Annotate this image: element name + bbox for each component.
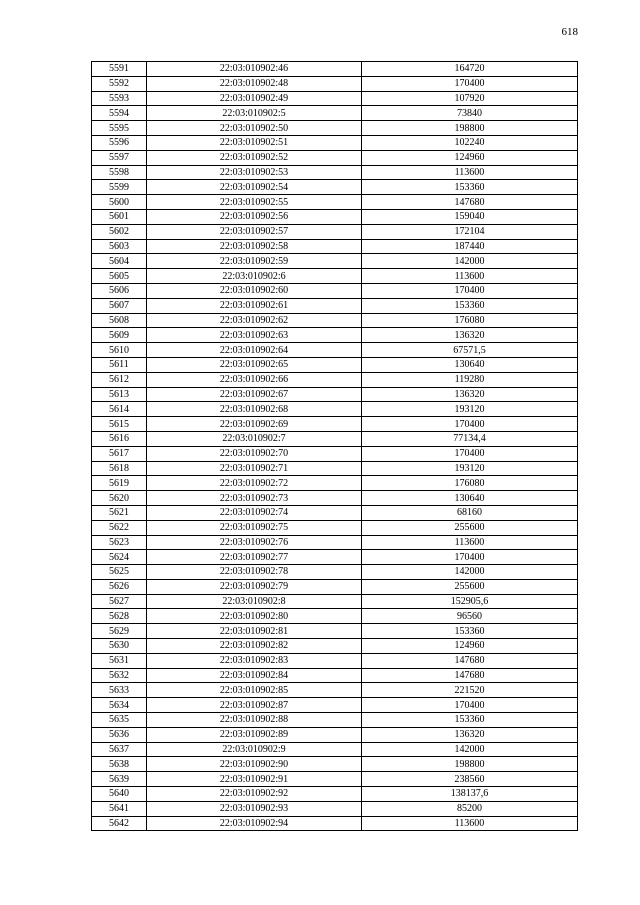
table-row <box>92 402 578 417</box>
value-cell: 198800 <box>362 121 578 136</box>
page-number: 618 <box>561 26 578 38</box>
value-cell: 153360 <box>362 624 578 639</box>
row-number-cell: 5623 <box>92 535 147 550</box>
cadastral-number-cell: 22:03:010902:56 <box>147 209 362 224</box>
table-row <box>92 313 578 328</box>
value-cell: 142000 <box>362 565 578 580</box>
table-row <box>92 609 578 624</box>
row-number-cell: 5607 <box>92 298 147 313</box>
cadastral-number-cell: 22:03:010902:81 <box>147 624 362 639</box>
row-number-cell: 5597 <box>92 150 147 165</box>
row-number-cell: 5641 <box>92 801 147 816</box>
row-number-cell: 5625 <box>92 565 147 580</box>
cadastral-number-cell: 22:03:010902:85 <box>147 683 362 698</box>
table-row <box>92 698 578 713</box>
row-number-cell: 5628 <box>92 609 147 624</box>
cadastral-number-cell: 22:03:010902:57 <box>147 224 362 239</box>
value-cell: 147680 <box>362 668 578 683</box>
cadastral-number-cell: 22:03:010902:53 <box>147 165 362 180</box>
value-cell: 124960 <box>362 639 578 654</box>
cadastral-number-cell: 22:03:010902:78 <box>147 565 362 580</box>
row-number-cell: 5606 <box>92 283 147 298</box>
row-number-cell: 5634 <box>92 698 147 713</box>
table-row <box>92 461 578 476</box>
cadastral-number-cell: 22:03:010902:87 <box>147 698 362 713</box>
cadastral-number-cell: 22:03:010902:62 <box>147 313 362 328</box>
table-row <box>92 491 578 506</box>
table-row <box>92 742 578 757</box>
cadastral-number-cell: 22:03:010902:5 <box>147 106 362 121</box>
cadastral-number-cell: 22:03:010902:80 <box>147 609 362 624</box>
value-cell: 113600 <box>362 165 578 180</box>
cadastral-number-cell: 22:03:010902:75 <box>147 520 362 535</box>
cadastral-number-cell: 22:03:010902:83 <box>147 653 362 668</box>
table-row <box>92 446 578 461</box>
value-cell: 136320 <box>362 387 578 402</box>
table-row <box>92 535 578 550</box>
cadastral-number-cell: 22:03:010902:91 <box>147 772 362 787</box>
cadastral-number-cell: 22:03:010902:61 <box>147 298 362 313</box>
value-cell: 170400 <box>362 698 578 713</box>
cadastral-number-cell: 22:03:010902:46 <box>147 62 362 77</box>
cadastral-number-cell: 22:03:010902:71 <box>147 461 362 476</box>
row-number-cell: 5598 <box>92 165 147 180</box>
value-cell: 176080 <box>362 476 578 491</box>
row-number-cell: 5617 <box>92 446 147 461</box>
cadastral-number-cell: 22:03:010902:59 <box>147 254 362 269</box>
registry-table <box>91 61 578 831</box>
row-number-cell: 5627 <box>92 594 147 609</box>
value-cell: 170400 <box>362 417 578 432</box>
table-row <box>92 579 578 594</box>
table-row <box>92 91 578 106</box>
cadastral-number-cell: 22:03:010902:7 <box>147 431 362 446</box>
row-number-cell: 5615 <box>92 417 147 432</box>
row-number-cell: 5601 <box>92 209 147 224</box>
table-row <box>92 787 578 802</box>
table-row <box>92 150 578 165</box>
table-row <box>92 772 578 787</box>
cadastral-number-cell: 22:03:010902:82 <box>147 639 362 654</box>
value-cell: 130640 <box>362 357 578 372</box>
cadastral-number-cell: 22:03:010902:66 <box>147 372 362 387</box>
value-cell: 102240 <box>362 135 578 150</box>
row-number-cell: 5638 <box>92 757 147 772</box>
value-cell: 136320 <box>362 328 578 343</box>
value-cell: 172104 <box>362 224 578 239</box>
table-row <box>92 121 578 136</box>
table-row <box>92 387 578 402</box>
value-cell: 164720 <box>362 62 578 77</box>
cadastral-number-cell: 22:03:010902:63 <box>147 328 362 343</box>
row-number-cell: 5591 <box>92 62 147 77</box>
row-number-cell: 5619 <box>92 476 147 491</box>
cadastral-number-cell: 22:03:010902:92 <box>147 787 362 802</box>
row-number-cell: 5642 <box>92 816 147 831</box>
table-row <box>92 62 578 77</box>
row-number-cell: 5640 <box>92 787 147 802</box>
value-cell: 193120 <box>362 461 578 476</box>
cadastral-number-cell: 22:03:010902:93 <box>147 801 362 816</box>
cadastral-number-cell: 22:03:010902:79 <box>147 579 362 594</box>
row-number-cell: 5603 <box>92 239 147 254</box>
row-number-cell: 5599 <box>92 180 147 195</box>
row-number-cell: 5602 <box>92 224 147 239</box>
row-number-cell: 5636 <box>92 727 147 742</box>
table-row <box>92 757 578 772</box>
value-cell: 136320 <box>362 727 578 742</box>
table-row <box>92 76 578 91</box>
value-cell: 198800 <box>362 757 578 772</box>
table-row <box>92 283 578 298</box>
cadastral-number-cell: 22:03:010902:65 <box>147 357 362 372</box>
cadastral-number-cell: 22:03:010902:68 <box>147 402 362 417</box>
cadastral-number-cell: 22:03:010902:54 <box>147 180 362 195</box>
value-cell: 96560 <box>362 609 578 624</box>
cadastral-number-cell: 22:03:010902:55 <box>147 195 362 210</box>
value-cell: 68160 <box>362 505 578 520</box>
cadastral-number-cell: 22:03:010902:8 <box>147 594 362 609</box>
row-number-cell: 5612 <box>92 372 147 387</box>
value-cell: 147680 <box>362 653 578 668</box>
row-number-cell: 5614 <box>92 402 147 417</box>
row-number-cell: 5626 <box>92 579 147 594</box>
cadastral-number-cell: 22:03:010902:64 <box>147 343 362 358</box>
table-row <box>92 594 578 609</box>
value-cell: 153360 <box>362 713 578 728</box>
table-row <box>92 801 578 816</box>
row-number-cell: 5613 <box>92 387 147 402</box>
value-cell: 238560 <box>362 772 578 787</box>
row-number-cell: 5632 <box>92 668 147 683</box>
table-row <box>92 357 578 372</box>
cadastral-number-cell: 22:03:010902:51 <box>147 135 362 150</box>
value-cell: 113600 <box>362 535 578 550</box>
value-cell: 113600 <box>362 816 578 831</box>
table-row <box>92 727 578 742</box>
row-number-cell: 5621 <box>92 505 147 520</box>
table-row <box>92 106 578 121</box>
cadastral-number-cell: 22:03:010902:88 <box>147 713 362 728</box>
value-cell: 193120 <box>362 402 578 417</box>
value-cell: 170400 <box>362 76 578 91</box>
table-row <box>92 269 578 284</box>
table-row <box>92 254 578 269</box>
value-cell: 221520 <box>362 683 578 698</box>
table-row <box>92 816 578 831</box>
row-number-cell: 5608 <box>92 313 147 328</box>
row-number-cell: 5635 <box>92 713 147 728</box>
table-row <box>92 476 578 491</box>
cadastral-number-cell: 22:03:010902:9 <box>147 742 362 757</box>
registry-table-body <box>92 62 578 831</box>
value-cell: 255600 <box>362 520 578 535</box>
row-number-cell: 5622 <box>92 520 147 535</box>
cadastral-number-cell: 22:03:010902:84 <box>147 668 362 683</box>
cadastral-number-cell: 22:03:010902:52 <box>147 150 362 165</box>
cadastral-number-cell: 22:03:010902:6 <box>147 269 362 284</box>
value-cell: 159040 <box>362 209 578 224</box>
table-row <box>92 343 578 358</box>
cadastral-number-cell: 22:03:010902:70 <box>147 446 362 461</box>
table-row <box>92 713 578 728</box>
row-number-cell: 5618 <box>92 461 147 476</box>
cadastral-number-cell: 22:03:010902:50 <box>147 121 362 136</box>
cadastral-number-cell: 22:03:010902:60 <box>147 283 362 298</box>
value-cell: 170400 <box>362 446 578 461</box>
table-row <box>92 195 578 210</box>
table-row <box>92 180 578 195</box>
table-row <box>92 298 578 313</box>
value-cell: 153360 <box>362 180 578 195</box>
value-cell: 138137,6 <box>362 787 578 802</box>
table-row <box>92 683 578 698</box>
value-cell: 153360 <box>362 298 578 313</box>
row-number-cell: 5629 <box>92 624 147 639</box>
value-cell: 170400 <box>362 283 578 298</box>
table-row <box>92 505 578 520</box>
row-number-cell: 5594 <box>92 106 147 121</box>
cadastral-number-cell: 22:03:010902:69 <box>147 417 362 432</box>
row-number-cell: 5630 <box>92 639 147 654</box>
table-row <box>92 372 578 387</box>
value-cell: 130640 <box>362 491 578 506</box>
table-row <box>92 417 578 432</box>
row-number-cell: 5611 <box>92 357 147 372</box>
value-cell: 255600 <box>362 579 578 594</box>
table-row <box>92 565 578 580</box>
row-number-cell: 5624 <box>92 550 147 565</box>
value-cell: 67571,5 <box>362 343 578 358</box>
row-number-cell: 5595 <box>92 121 147 136</box>
cadastral-number-cell: 22:03:010902:67 <box>147 387 362 402</box>
row-number-cell: 5593 <box>92 91 147 106</box>
value-cell: 107920 <box>362 91 578 106</box>
row-number-cell: 5616 <box>92 431 147 446</box>
value-cell: 85200 <box>362 801 578 816</box>
cadastral-number-cell: 22:03:010902:90 <box>147 757 362 772</box>
table-row <box>92 550 578 565</box>
row-number-cell: 5610 <box>92 343 147 358</box>
value-cell: 176080 <box>362 313 578 328</box>
table-row <box>92 668 578 683</box>
table-row <box>92 653 578 668</box>
cadastral-number-cell: 22:03:010902:94 <box>147 816 362 831</box>
value-cell: 77134,4 <box>362 431 578 446</box>
table-row <box>92 239 578 254</box>
value-cell: 119280 <box>362 372 578 387</box>
cadastral-number-cell: 22:03:010902:74 <box>147 505 362 520</box>
cadastral-number-cell: 22:03:010902:77 <box>147 550 362 565</box>
table-row <box>92 165 578 180</box>
table-row <box>92 135 578 150</box>
value-cell: 147680 <box>362 195 578 210</box>
cadastral-number-cell: 22:03:010902:49 <box>147 91 362 106</box>
value-cell: 73840 <box>362 106 578 121</box>
row-number-cell: 5592 <box>92 76 147 91</box>
row-number-cell: 5600 <box>92 195 147 210</box>
cadastral-number-cell: 22:03:010902:72 <box>147 476 362 491</box>
table-row <box>92 209 578 224</box>
row-number-cell: 5609 <box>92 328 147 343</box>
row-number-cell: 5620 <box>92 491 147 506</box>
row-number-cell: 5637 <box>92 742 147 757</box>
value-cell: 142000 <box>362 254 578 269</box>
cadastral-number-cell: 22:03:010902:73 <box>147 491 362 506</box>
row-number-cell: 5631 <box>92 653 147 668</box>
value-cell: 142000 <box>362 742 578 757</box>
row-number-cell: 5604 <box>92 254 147 269</box>
table-row <box>92 431 578 446</box>
table-row <box>92 520 578 535</box>
cadastral-number-cell: 22:03:010902:48 <box>147 76 362 91</box>
value-cell: 124960 <box>362 150 578 165</box>
table-row <box>92 224 578 239</box>
row-number-cell: 5605 <box>92 269 147 284</box>
cadastral-number-cell: 22:03:010902:76 <box>147 535 362 550</box>
row-number-cell: 5639 <box>92 772 147 787</box>
cadastral-number-cell: 22:03:010902:89 <box>147 727 362 742</box>
value-cell: 187440 <box>362 239 578 254</box>
value-cell: 113600 <box>362 269 578 284</box>
value-cell: 170400 <box>362 550 578 565</box>
row-number-cell: 5596 <box>92 135 147 150</box>
table-row <box>92 328 578 343</box>
table-row <box>92 639 578 654</box>
cadastral-number-cell: 22:03:010902:58 <box>147 239 362 254</box>
value-cell: 152905,6 <box>362 594 578 609</box>
table-row <box>92 624 578 639</box>
row-number-cell: 5633 <box>92 683 147 698</box>
